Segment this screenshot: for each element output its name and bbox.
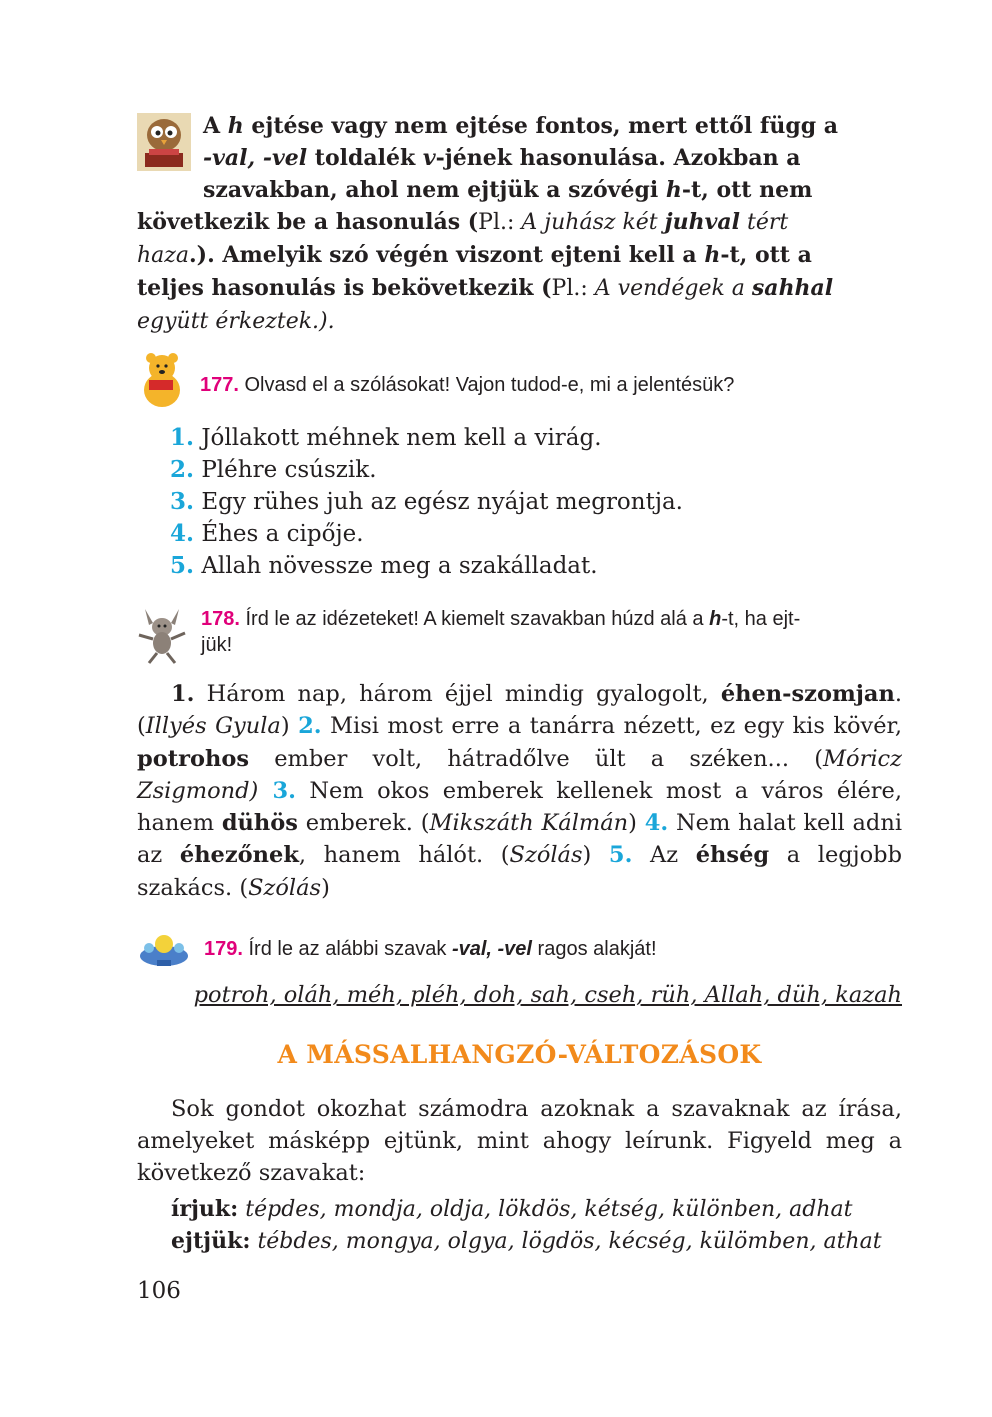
rule-text: -t, ott nem <box>681 177 813 203</box>
task-text: Írd le az idézeteket! A kiemelt szavakban húzd alá a <box>239 608 710 630</box>
item-number: 5. <box>170 552 195 579</box>
item-number: 2. <box>170 456 195 483</box>
task-number: 177. <box>200 374 239 396</box>
rule-letter-h: h <box>704 242 721 268</box>
quote-source: Illyés Gyula <box>145 713 281 740</box>
item-text: Allah növessze meg a szakálladat. <box>194 553 598 579</box>
quote-source: Szólás <box>248 874 322 901</box>
rule-text: következik be a hasonulás ( <box>137 209 479 235</box>
quote-text: ember volt, hátradőlve ült a széken... ( <box>249 745 823 772</box>
task-number: 179. <box>204 938 243 960</box>
quote-source: Mikszáth Kálmán <box>429 810 629 837</box>
quote-number: 5. <box>608 842 633 869</box>
rule-letter-h: h <box>227 113 244 139</box>
quote-text: Nem okos emberek kellenek most a város élére, hanem <box>137 777 902 837</box>
quotes-paragraph <box>137 678 902 904</box>
highlight-word: éhen-szomjan <box>720 681 895 707</box>
item-text: Éhes a cipője. <box>194 521 364 547</box>
highlight-word: potrohos <box>137 745 250 772</box>
quote-number: 4. <box>644 810 669 837</box>
rule-example-word: sahhal <box>751 275 834 301</box>
rule-example: haza <box>137 243 189 268</box>
intro-paragraph <box>137 1093 902 1189</box>
task-text: Olvasd el a szólásokat! Vajon tudod-e, mi a jelentésük? <box>238 374 735 396</box>
written-form-row <box>171 1193 902 1226</box>
quote-text: Az <box>632 842 696 869</box>
quote-text: ) <box>582 842 609 869</box>
task-178-instruction <box>201 606 901 658</box>
quote-number: 1. <box>171 681 195 707</box>
list-item <box>170 454 900 486</box>
list-item <box>170 486 900 518</box>
quote-text: Három nap, három éjjel mindig gyalogolt, <box>194 681 721 707</box>
rule-text: .). Amelyik szó végén viszont ejteni kell a <box>189 242 705 268</box>
winnie-pooh-icon <box>135 352 189 410</box>
task-text: -t, ha ejt- <box>721 608 801 630</box>
quote-text: ) <box>321 874 330 901</box>
list-item <box>170 422 900 454</box>
rule-block <box>137 110 902 338</box>
task-text: ragos alakját! <box>531 938 657 960</box>
quote-text: . <box>894 681 902 707</box>
word-list: potroh, oláh, méh, pléh, doh, sah, cseh, rüh, Allah, düh, kazah <box>193 982 902 1008</box>
rule-text: A <box>203 113 228 139</box>
rule-example: együtt érkeztek.). <box>137 309 335 334</box>
quote-text: a legjobb szakács. ( <box>137 842 902 901</box>
quote-source: Szólás <box>509 842 583 869</box>
task-number: 178. <box>201 608 240 630</box>
task-text: Írd le az alábbi szavak <box>242 938 452 960</box>
page-number: 106 <box>137 1278 181 1304</box>
rule-example-word: juhval <box>664 209 740 235</box>
item-text: Jóllakott méhnek nem kell a virág. <box>194 425 602 451</box>
highlight-word: éhezőnek <box>179 842 299 869</box>
quote-text: ( <box>137 713 146 740</box>
quote-text: emberek. ( <box>297 810 430 837</box>
rule-text: -t, ott a <box>720 242 812 268</box>
flower-creature-icon <box>137 930 191 968</box>
item-number: 1. <box>170 424 195 451</box>
rule-suffix: -val, -vel <box>203 145 308 171</box>
task-177-instruction <box>200 372 900 398</box>
intro-text: Sok gondot okozhat számodra azoknak a szavaknak az írása, amelyeket másképp ejtünk, mint ahogy leírunk. Figyeld meg a következő szavakat: <box>137 1096 902 1186</box>
task-letter-h: h <box>709 608 722 630</box>
task-179-instruction <box>204 936 904 962</box>
rule-example: tért <box>740 210 789 235</box>
highlight-word: éhség <box>695 842 770 869</box>
rule-example-prefix: Pl.: <box>551 276 588 301</box>
quote-text: , hanem hálót. ( <box>298 842 510 869</box>
quote-text: ) <box>280 713 299 740</box>
task-text: jük! <box>201 634 233 656</box>
rule-letter-v: v <box>422 145 436 171</box>
proverb-list <box>170 422 900 582</box>
task-suffix: -val, -vel <box>451 938 532 960</box>
rule-text: teljes hasonulás is bekövetkezik ( <box>137 275 552 301</box>
quote-text: Nem halat kell adni az <box>137 810 903 869</box>
quote-number: 3. <box>258 777 296 804</box>
rule-text: -jének hasonulása. Azokban a <box>435 145 801 171</box>
item-number: 4. <box>170 520 195 547</box>
section-heading: A MÁSSALHANGZÓ-VÁLTOZÁSOK <box>277 1040 762 1069</box>
rule-example: A vendégek a <box>587 276 752 301</box>
rule-text: szavakban, ahol nem ejtjük a szóvégi <box>203 177 666 203</box>
rule-example-prefix: Pl.: <box>478 210 515 235</box>
rule-text: ejtése vagy nem ejtése fontos, mert ettől függ a <box>243 113 839 139</box>
donkey-icon <box>135 607 189 665</box>
rule-text: toldalék <box>307 145 423 171</box>
item-text: Pléhre csúszik. <box>194 457 377 483</box>
list-item <box>170 550 900 582</box>
rule-example: A juhász két <box>514 210 665 235</box>
spoken-label: ejtjük: <box>171 1228 251 1254</box>
item-text: Egy rühes juh az egész nyájat megrontja. <box>194 489 683 515</box>
spoken-form-row <box>171 1225 902 1258</box>
quote-number: 2. <box>298 713 322 740</box>
item-number: 3. <box>170 488 195 515</box>
quote-source: Móricz Zsigmond) <box>137 745 902 804</box>
quote-text: Misi most erre a tanárra nézett, ez egy kis kövér, <box>321 713 902 740</box>
written-label: írjuk: <box>171 1196 239 1222</box>
list-item <box>170 518 900 550</box>
spoken-words: tébdes, mongya, olgya, lögdös, kécség, külömben, athat <box>250 1229 882 1254</box>
highlight-word: dühös <box>221 810 298 837</box>
rule-letter-h: h <box>665 177 682 203</box>
quote-text: ) <box>628 810 645 837</box>
written-words: tépdes, mondja, oldja, lökdös, kétség, különben, adhat <box>238 1197 853 1222</box>
